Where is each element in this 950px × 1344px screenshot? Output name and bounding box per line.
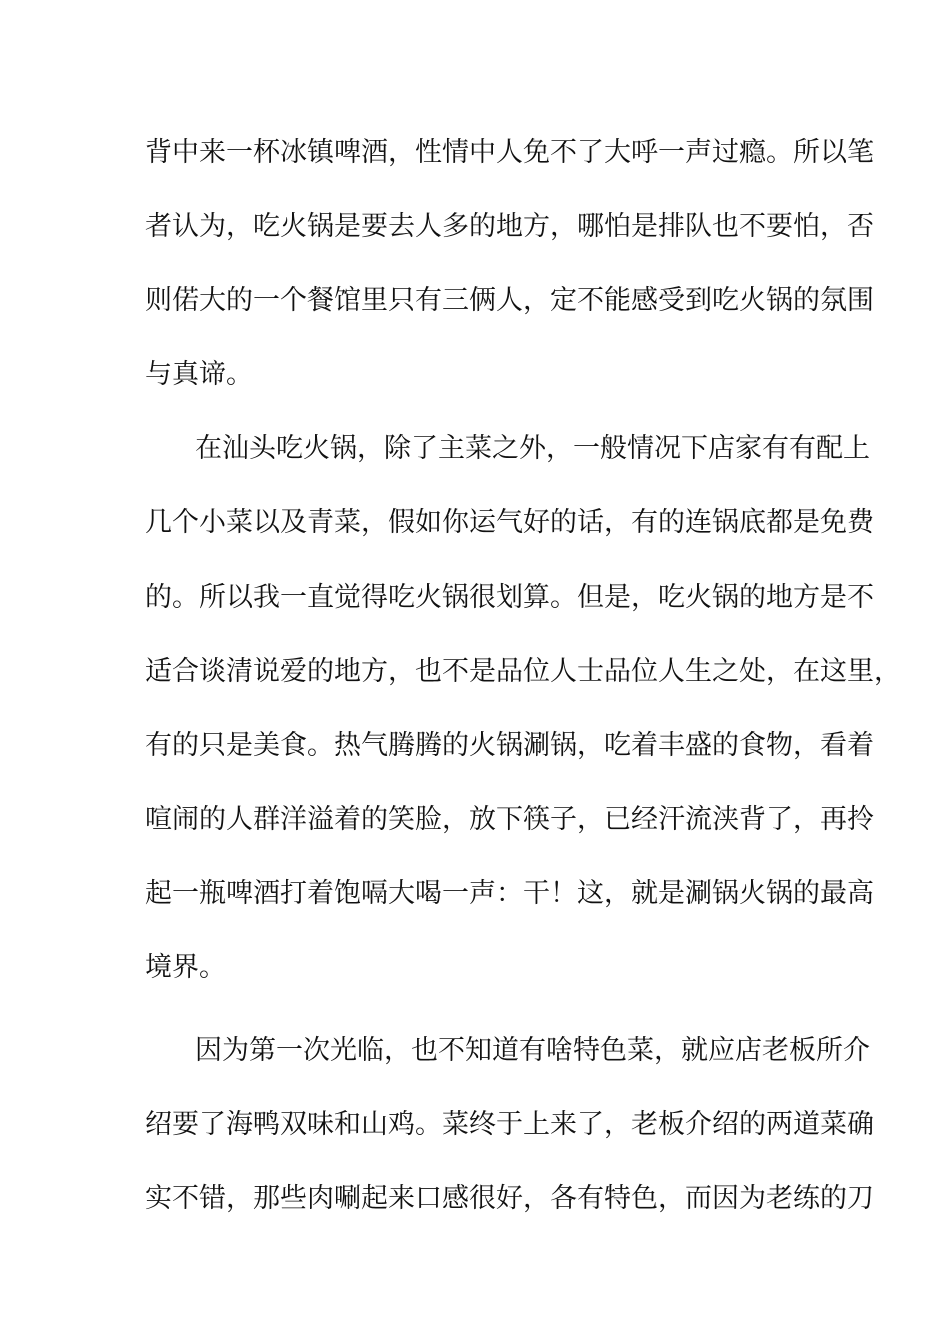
text-line-2: 者认为，吃火锅是要去人多的地方，哪怕是排队也不要怕，否 [145,211,874,242]
paragraph-2-first-line: 在汕头吃火锅，除了主菜之外，一般情况下店家有有配上 [195,433,870,464]
text-line-14: 绍要了海鸭双味和山鸡。菜终于上来了，老板介绍的两道菜确 [145,1109,874,1140]
text-line-4: 与真谛。 [145,359,253,390]
text-line-6: 几个小菜以及青菜，假如你运气好的话，有的连锅底都是免费 [145,507,874,538]
text-line-9: 有的只是美食。热气腾腾的火锅涮锅，吃着丰盛的食物，看着 [145,730,874,761]
paragraph-3-first-line: 因为第一次光临，也不知道有啥特色菜，就应店老板所介 [195,1035,870,1066]
text-line-11: 起一瓶啤酒打着饱嗝大喝一声：干！这，就是涮锅火锅的最高 [145,878,874,909]
text-line-12: 境界。 [145,952,226,983]
text-line-10: 喧闹的人群洋溢着的笑脸，放下筷子，已经汗流浃背了，再拎 [145,804,874,835]
text-line-1: 背中来一杯冰镇啤酒，性情中人免不了大呼一声过瘾。所以笔 [145,137,874,168]
text-line-3: 则偌大的一个餐馆里只有三俩人，定不能感受到吃火锅的氛围 [145,285,874,316]
text-line-7: 的。所以我一直觉得吃火锅很划算。但是，吃火锅的地方是不 [145,582,874,613]
text-line-15: 实不错，那些肉唰起来口感很好，各有特色，而因为老练的刀 [145,1183,874,1214]
text-line-8: 适合谈清说爱的地方，也不是品位人士品位人生之处，在这里， [145,656,901,687]
